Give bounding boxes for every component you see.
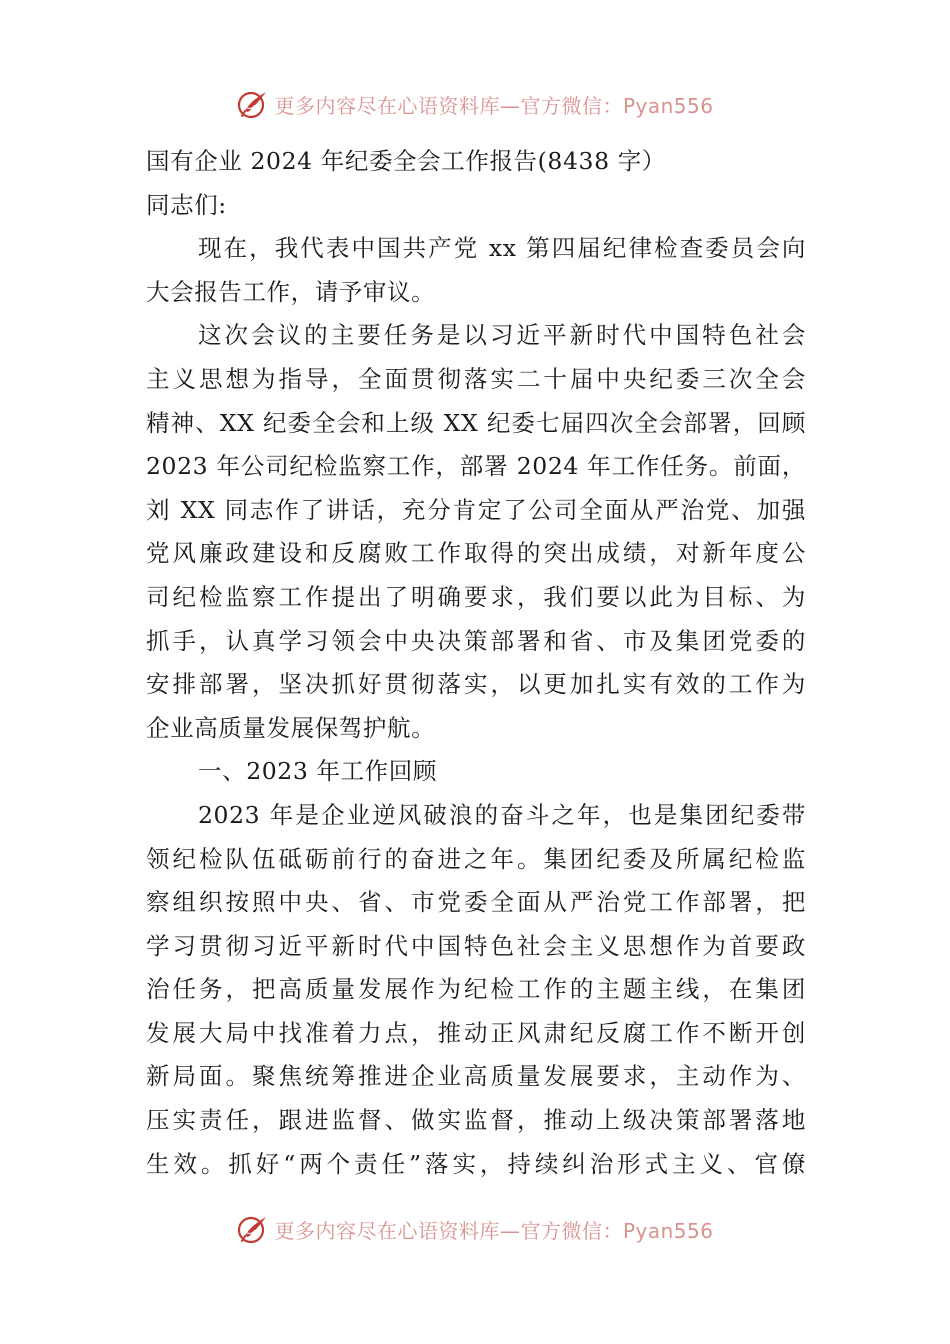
paragraph-line: 这次会议的主要任务是以习近平新时代中国特色社会 (198, 321, 806, 350)
paragraph-line: 党风廉政建设和反腐败工作取得的突出成绩，对新年度公 (146, 539, 806, 568)
paragraph-line: 压实责任，跟进监督、做实监督，推动上级决策部署落地 (146, 1106, 806, 1135)
paragraph-line: 安排部署，坚决抓好贯彻落实，以更加扎实有效的工作为 (146, 670, 806, 699)
watermark-text: 更多内容尽在心语资料库—官方微信：Pyan556 (274, 1218, 714, 1243)
paragraph-line: 2023 年公司纪检监察工作，部署 2024 年工作任务。前面， (146, 452, 806, 481)
paragraph-line: 精神、XX 纪委全会和上级 XX 纪委七届四次全会部署，回顾 (146, 408, 806, 437)
paragraph-line: 大会报告工作，请予审议。 (146, 277, 436, 306)
paragraph-line: 2023 年是企业逆风破浪的奋斗之年，也是集团纪委带 (198, 800, 806, 829)
paragraph-line: 企业高质量发展保驾护航。 (146, 713, 436, 742)
paragraph-line: 主义思想为指导，全面贯彻落实二十届中央纪委三次全会 (146, 364, 806, 393)
salutation: 同志们: (146, 190, 227, 219)
watermark-header (0, 86, 950, 122)
watermark-text: 更多内容尽在心语资料库—官方微信：Pyan556 (274, 93, 714, 118)
paragraph-line: 学习贯彻习近平新时代中国特色社会主义思想作为首要政 (146, 931, 806, 960)
paragraph-line: 领纪检队伍砥砺前行的奋进之年。集团纪委及所属纪检监 (146, 844, 806, 873)
paragraph-line: 现在，我代表中国共产党 xx 第四届纪律检查委员会向 (198, 234, 806, 263)
document-title: 国有企业 2024 年纪委全会工作报告(8438 字） (146, 147, 666, 175)
quill-logo-icon (236, 87, 270, 121)
section-heading: 一、2023 年工作回顾 (198, 757, 437, 786)
quill-logo-icon (236, 1212, 270, 1246)
paragraph-line: 治任务，把高质量发展作为纪检工作的主题主线，在集团 (146, 975, 806, 1004)
paragraph-line: 抓手，认真学习领会中央决策部署和省、市及集团党委的 (146, 626, 806, 655)
paragraph-line: 察组织按照中央、省、市党委全面从严治党工作部署，把 (146, 888, 806, 917)
paragraph-line: 生效。抓好“两个责任”落实，持续纠治形式主义、官僚 (146, 1149, 806, 1178)
paragraph-line: 发展大局中找准着力点，推动正风肃纪反腐工作不断开创 (146, 1018, 806, 1047)
paragraph-line: 刘 XX 同志作了讲话，充分肯定了公司全面从严治党、加强 (146, 495, 806, 524)
watermark-footer (0, 1211, 950, 1247)
document-body (146, 140, 806, 1186)
paragraph-line: 司纪检监察工作提出了明确要求，我们要以此为目标、为 (146, 582, 806, 611)
paragraph-line: 新局面。聚焦统筹推进企业高质量发展要求，主动作为、 (146, 1062, 806, 1091)
